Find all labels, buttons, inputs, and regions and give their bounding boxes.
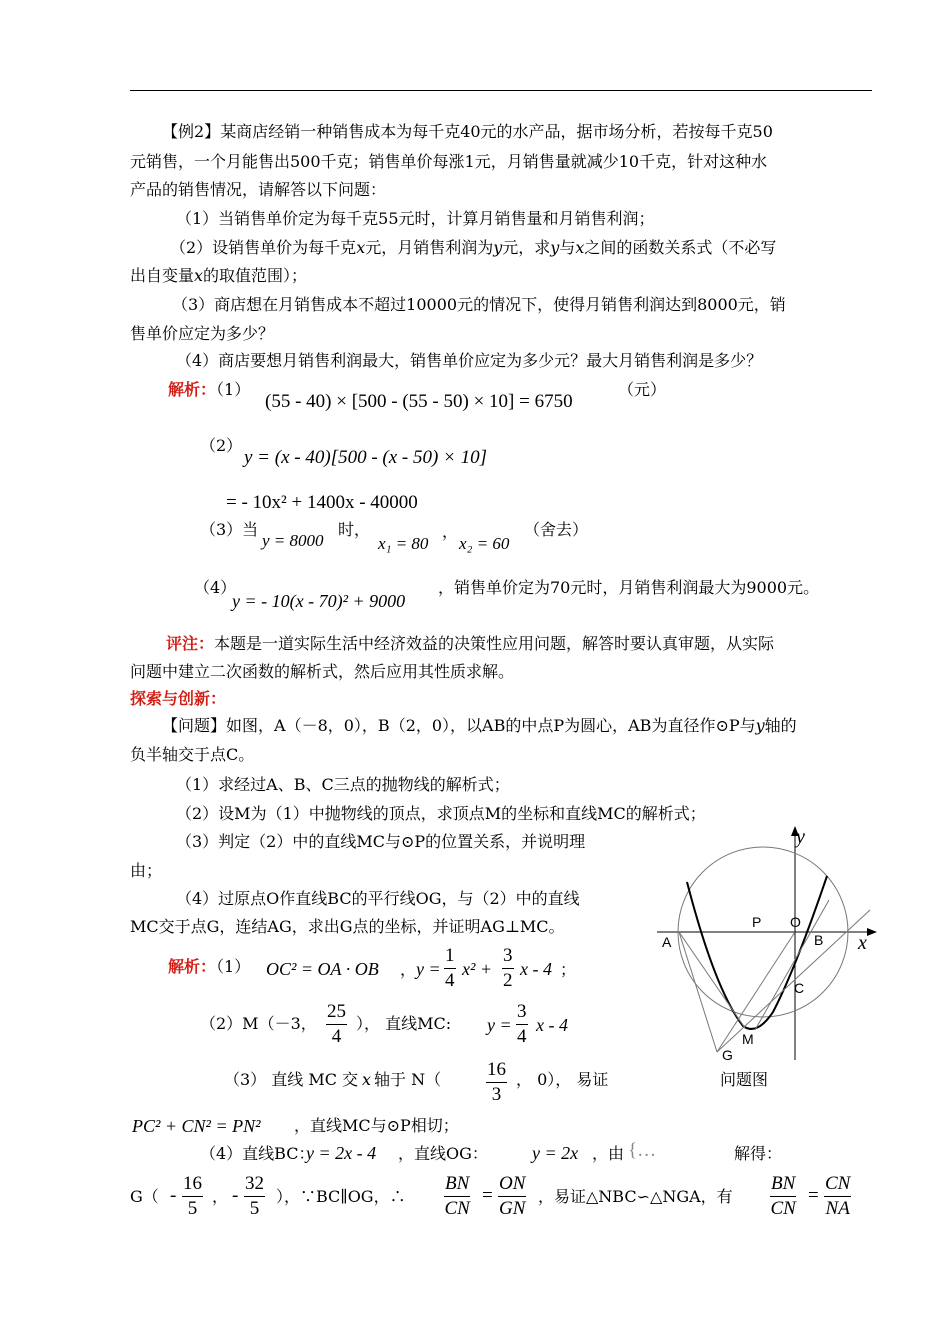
solution-3-math-3: x₂ = 60: [459, 534, 510, 553]
solution-3-math-1: y = 8000: [262, 531, 324, 550]
figure-label-p: P: [752, 914, 762, 930]
answer-5-pre: G（: [130, 1187, 159, 1206]
answer-5-neg-2: -: [232, 1185, 239, 1206]
example-line-3: 产品的销售情况，请解答以下问题：: [130, 180, 387, 199]
answer-5-comma: ，: [212, 1187, 229, 1206]
explore-problem-3-line-2: 由；: [130, 861, 163, 880]
explore-problem-1: （1）求经过A、B、C三点的抛物线的解析式；: [176, 775, 510, 794]
answer-3-math: PC² + CN² = PN²: [132, 1116, 261, 1136]
solution-2-num: （2）: [200, 436, 243, 455]
solution-3-when: 时，: [338, 520, 371, 539]
figure-label-b: B: [814, 932, 824, 948]
problem-figure: [645, 820, 885, 1070]
answer-3-frac: $\frac{16}{3}$: [487, 1059, 506, 1105]
question-1: （1）当销售单价定为每千克55元时，计算月销售量和月销售利润；: [176, 209, 655, 228]
answer-5-frac-3: $\frac{BN}{CN}$: [444, 1173, 470, 1219]
question-4: （4）商店要想月销售利润最大，销售单价应定为多少元？最大月销售利润是多少？: [176, 351, 763, 370]
answer-1-math: OC² = OA · OB: [266, 959, 379, 979]
figure-label-y: y: [796, 826, 805, 848]
answer-5-mid: ），∵BC∥OG，∴: [276, 1187, 406, 1206]
figure-line-am: [679, 932, 745, 1028]
answer-1-y: y =: [416, 959, 441, 979]
question-3-line-2: 售单价应定为多少？: [130, 324, 275, 343]
answer-5-frac-4: $\frac{ON}{GN}$: [499, 1173, 526, 1219]
solution-1-label: 解析：（1）: [168, 380, 251, 399]
figure-line-ag: [679, 932, 717, 1052]
solution-1-math: (55 - 40) × [500 - (55 - 50) × 10] = 6750: [265, 391, 573, 412]
figure-caption: 问题图: [720, 1070, 769, 1089]
question-2-line-1: （2）设销售单价为每千克x元，月销售利润为y元，求y与x之间的函数关系式（不必写: [170, 238, 777, 257]
answer-1-sep: ，: [400, 960, 417, 979]
answer-1-frac-2: $\frac{3}{2}$: [503, 945, 513, 991]
answer-1-end: ；: [560, 960, 577, 979]
answer-2-frac-2: $\frac{3}{4}$: [517, 1001, 527, 1047]
answer-4-end: 解得：: [734, 1144, 783, 1163]
answer-4-math-2: y = 2x: [532, 1143, 579, 1163]
answer-3-var-x: x: [362, 1070, 372, 1089]
solution-4-math: y = - 10(x - 70)² + 9000: [232, 591, 406, 611]
answer-1-mid: x² +: [462, 959, 493, 979]
example-line-1: 【例2】某商店经销一种销售成本为每千克40元的水产品，据市场分析，若按每千克50: [162, 122, 773, 141]
solution-3-math-2: x₁ = 80: [378, 534, 429, 553]
solution-4-text: ，销售单价定为70元时，月销售利润最大为9000元。: [438, 578, 820, 597]
explore-problem-3-line-1: （3）判定（2）中的直线MC与⊙P的位置关系，并说明理: [176, 832, 586, 851]
answer-5-eq: =: [482, 1185, 493, 1206]
answer-1-label: 解析：（1）: [168, 957, 251, 976]
explore-problem-4-line-2: MC交于点G，连结AG，求出G点的坐标，并证明AG⊥MC。: [130, 917, 565, 936]
solution-1-unit: （元）: [618, 380, 667, 399]
answer-3-pre: （3） 直线 MC 交: [224, 1070, 359, 1089]
example-line-2: 元销售，一个月能售出500千克；销售单价每涨1元，月销售量就减少10千克，针对这种水: [130, 152, 768, 171]
answer-1-tail: x - 4: [520, 959, 552, 979]
answer-2-pre: （2）M（－3，: [200, 1014, 317, 1033]
answer-4-pre: （4）直线BC：: [200, 1144, 315, 1163]
explore-heading: 探索与创新：: [130, 689, 227, 708]
answer-2-frac: $\frac{25}{4}$: [327, 1001, 346, 1047]
comment-line-2: 问题中建立二次函数的解析式，然后应用其性质求解。: [130, 662, 515, 681]
answer-3-text: ，直线MC与⊙P相切；: [294, 1116, 459, 1135]
solution-3-num: （3）当: [200, 520, 259, 539]
answer-4-mid2: ，由: [592, 1144, 625, 1163]
explore-line-2: 负半轴交于点C。: [130, 745, 255, 764]
answer-5-eq-2: =: [808, 1185, 819, 1206]
solution-2-math-1: y = (x - 40)[500 - (x - 50) × 10]: [244, 447, 488, 468]
answer-4-system: {…: [628, 1140, 657, 1161]
comment-line-1: 评注：本题是一道实际生活中经济效益的决策性应用问题，解答时要认真审题，从实际: [166, 634, 775, 653]
question-3-line-1: （3）商店想在月销售成本不超过10000元的情况下，使得月销售利润达到8000元，销: [172, 295, 786, 314]
answer-5-frac-6: $\frac{CN}{NA}$: [825, 1173, 851, 1219]
answer-4-math-1: y = 2x - 4: [306, 1143, 377, 1163]
solution-4-num: （4）: [194, 578, 237, 597]
figure-label-m: M: [742, 1031, 754, 1047]
figure-label-x: x: [858, 932, 867, 954]
answer-5-frac-2: $\frac{32}{5}$: [245, 1173, 264, 1219]
answer-2-tail: x - 4: [536, 1015, 568, 1035]
answer-1-frac-1: $\frac{1}{4}$: [445, 945, 455, 991]
figure-label-c: C: [794, 980, 805, 996]
answer-2-y: y =: [487, 1015, 512, 1035]
solution-2-math-2: = - 10x² + 1400x - 40000: [226, 492, 418, 513]
explore-problem-4-line-1: （4）过原点O作直线BC的平行线OG，与（2）中的直线: [176, 889, 580, 908]
answer-3-mid: 轴于 N（: [374, 1070, 442, 1089]
question-2-line-2: 出自变量x的取值范围）；: [130, 266, 308, 285]
answer-5-text: ，易证△NBC∽△NGA，有: [538, 1187, 733, 1206]
figure-parabola: [687, 876, 827, 1029]
answer-5-neg-1: -: [170, 1185, 177, 1206]
solution-3-note: （舍去）: [524, 520, 589, 539]
header-rule: [130, 90, 872, 91]
figure-label-a: A: [662, 934, 672, 950]
answer-2-mid: ）， 直线MC:: [356, 1014, 452, 1033]
figure-label-g: G: [722, 1047, 733, 1063]
solution-3-comma: ，: [442, 522, 459, 541]
answer-5-frac-5: $\frac{BN}{CN}$: [770, 1173, 796, 1219]
explore-line-1: 【问题】如图，A（－8，0），B（2，0），以AB的中点P为圆心，AB为直径作⊙P与y轴的: [162, 716, 797, 735]
answer-4-mid: ，直线OG：: [398, 1144, 488, 1163]
answer-5-frac-1: $\frac{16}{5}$: [183, 1173, 202, 1219]
figure-label-o: O: [790, 914, 801, 930]
explore-problem-2: （2）设M为（1）中抛物线的顶点，求顶点M的坐标和直线MC的解析式；: [176, 804, 706, 823]
answer-3-tail: ， 0）， 易证: [516, 1070, 609, 1089]
figure-x-arrow: [867, 928, 877, 936]
